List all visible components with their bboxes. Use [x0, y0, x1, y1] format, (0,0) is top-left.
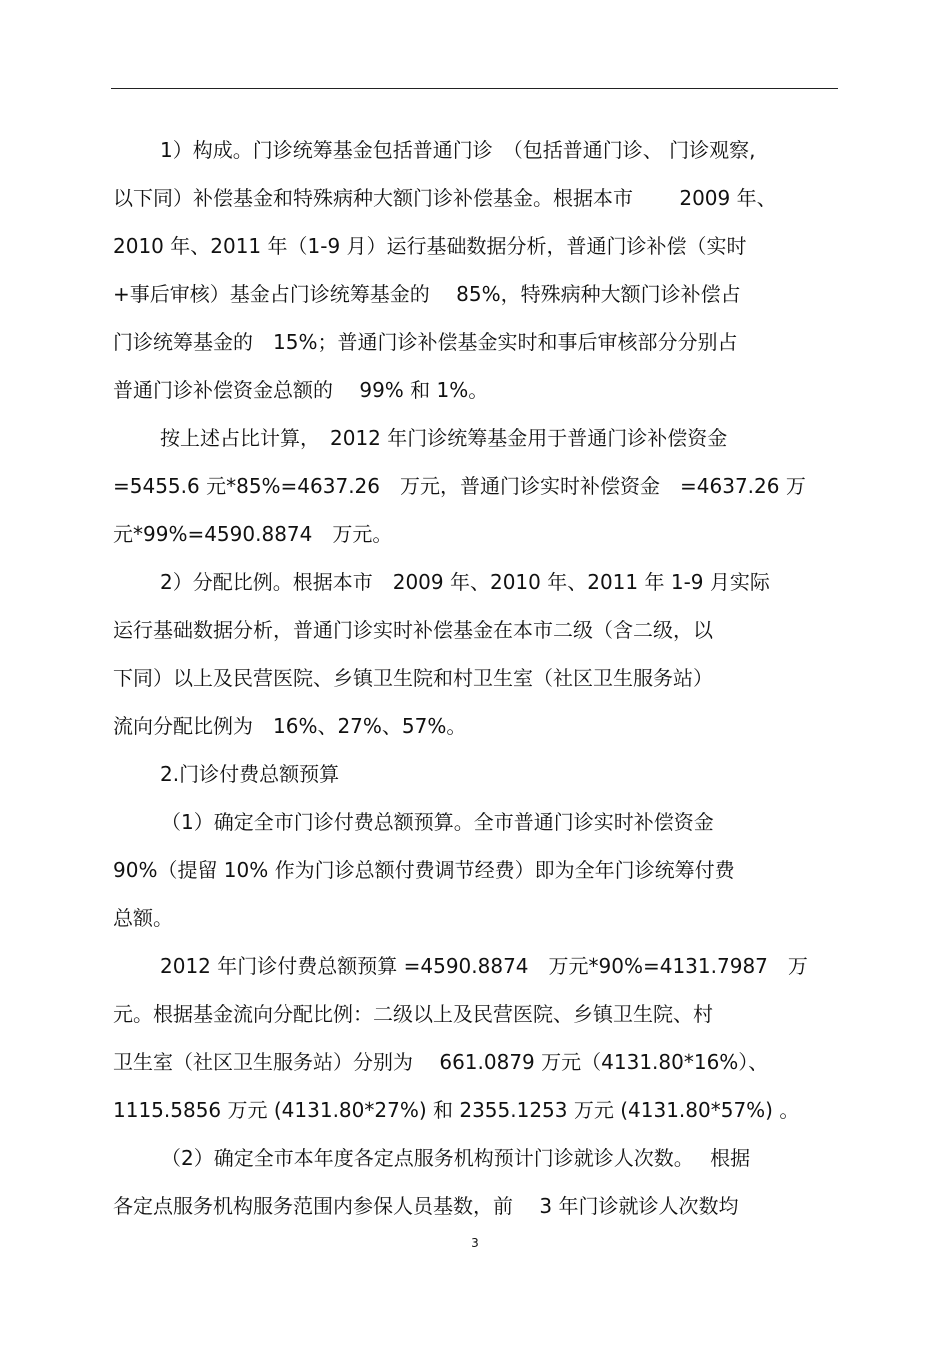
text-line: 2012 年门诊付费总额预算 =4590.8874 万元*90%=4131.7987 万: [160, 954, 808, 978]
text-line: 元*99%=4590.8874 万元。: [113, 522, 393, 546]
text-line: 总额。: [113, 906, 173, 930]
text-line: 1）构成。门诊统筹基金包括普通门诊 （包括普通门诊、 门诊观察,: [160, 138, 756, 162]
text-line: 2010 年、2011 年（1-9 月）运行基础数据分析，普通门诊补偿（实时: [113, 234, 747, 258]
text-line: 按上述占比计算， 2012 年门诊统筹基金用于普通门诊补偿资金: [160, 426, 728, 450]
text-line: =5455.6 元*85%=4637.26 万元，普通门诊实时补偿资金 =4637.26 万: [113, 474, 806, 498]
text-line: （1）确定全市门诊付费总额预算。全市普通门诊实时补偿资金: [161, 810, 714, 834]
header-rule: [111, 88, 838, 89]
text-line: 普通门诊补偿资金总额的 99% 和 1%。: [113, 378, 489, 402]
text-line: 门诊统筹基金的 15%；普通门诊补偿基金实时和事后审核部分分别占: [113, 330, 738, 354]
text-line: 1115.5856 万元 (4131.80*27%) 和 2355.1253 万元 (4131.80*57%) 。: [113, 1098, 800, 1122]
text-line: 流向分配比例为 16%、27%、57%。: [113, 714, 467, 738]
text-line: +事后审核）基金占门诊统筹基金的 85%，特殊病种大额门诊补偿占: [113, 282, 741, 306]
text-line: 下同）以上及民营医院、乡镇卫生院和村卫生室（社区卫生服务站）: [113, 666, 713, 690]
text-line: 运行基础数据分析，普通门诊实时补偿基金在本市二级（含二级，以: [113, 618, 713, 642]
page-number: 3: [471, 1236, 479, 1250]
text-line: 卫生室（社区卫生服务站）分别为 661.0879 万元（4131.80*16%）、: [113, 1050, 769, 1074]
body-text: [113, 126, 843, 1230]
section-heading: 2.门诊付费总额预算: [160, 762, 340, 786]
text-line: 元。根据基金流向分配比例：二级以上及民营医院、乡镇卫生院、村: [113, 1002, 713, 1026]
text-line: 2）分配比例。根据本市 2009 年、2010 年、2011 年 1-9 月实际: [160, 570, 770, 594]
text-line: 90%（提留 10% 作为门诊总额付费调节经费）即为全年门诊统筹付费: [113, 858, 735, 882]
text-line: （2）确定全市本年度各定点服务机构预计门诊就诊人次数。 根据: [161, 1146, 751, 1170]
text-line: 各定点服务机构服务范围内参保人员基数，前 3 年门诊就诊人次数均: [113, 1194, 739, 1218]
text-line: 以下同）补偿基金和特殊病种大额门诊补偿基金。根据本市 2009 年、: [113, 186, 777, 210]
